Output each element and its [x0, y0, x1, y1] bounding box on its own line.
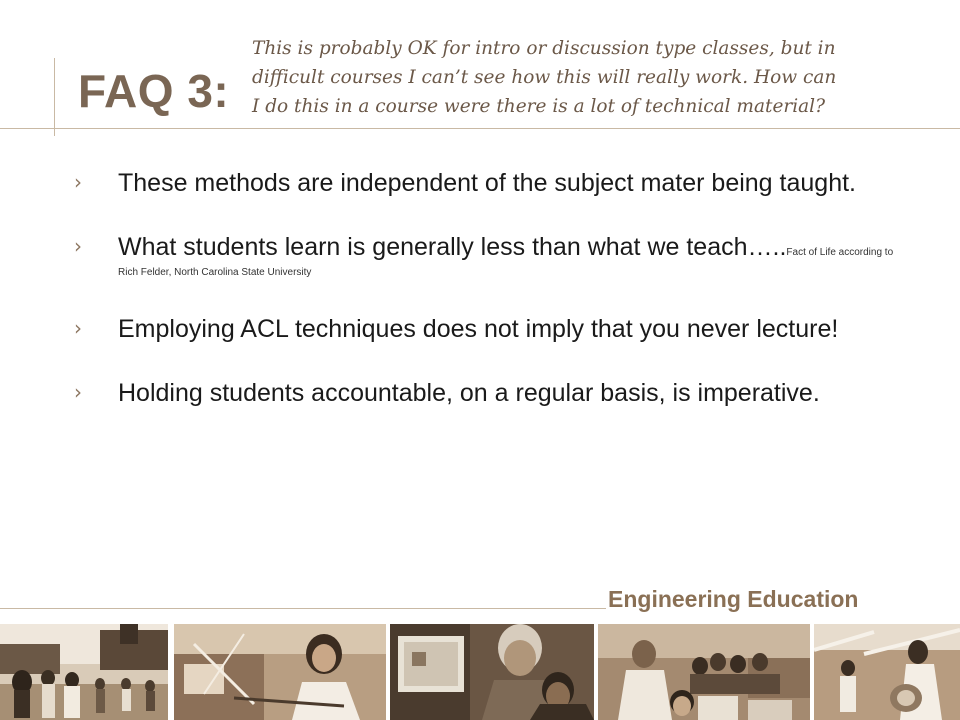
bullet-list — [74, 168, 894, 442]
question-line: I do this in a course were there is a lot of technical material? — [252, 96, 826, 117]
bullet-item — [74, 378, 894, 408]
bullet-text: Holding students accountable, on a regular basis, is imperative. — [118, 379, 820, 407]
bullet-item — [74, 314, 894, 344]
lab-equipment-photo — [814, 624, 960, 720]
campus-walk-photo — [0, 624, 168, 720]
slide-title: FAQ 3: — [78, 65, 230, 117]
bullet-text: Employing ACL techniques does not imply that you never lecture! — [118, 315, 839, 343]
question-line: This is probably OK for intro or discussion type classes, but in — [252, 38, 836, 59]
title-divider-line — [0, 128, 960, 129]
bullet-item — [74, 232, 894, 280]
footer-label: Engineering Education — [608, 586, 859, 612]
group-photo — [598, 624, 810, 720]
lab-student-photo — [174, 624, 386, 720]
photo-strip — [0, 624, 960, 720]
footer-divider-line — [0, 608, 606, 609]
title-accent-line — [54, 58, 55, 136]
bullet-item — [74, 168, 894, 198]
bullet-text: What students learn is generally less than what we teach….. — [118, 233, 787, 261]
bullet-marker: › — [74, 380, 82, 404]
bullet-citation: Fact of Life according to Rich Felder, North Carolina State University — [118, 247, 894, 278]
computer-lab-photo — [390, 624, 594, 720]
bullet-marker: › — [74, 316, 82, 340]
bullet-marker: › — [74, 170, 82, 194]
question-line: difficult courses I can’t see how this will really work. How can — [252, 67, 837, 88]
faq-question — [252, 34, 942, 121]
bullet-marker: › — [74, 234, 82, 258]
bullet-text: These methods are independent of the subject mater being taught. — [118, 169, 856, 197]
